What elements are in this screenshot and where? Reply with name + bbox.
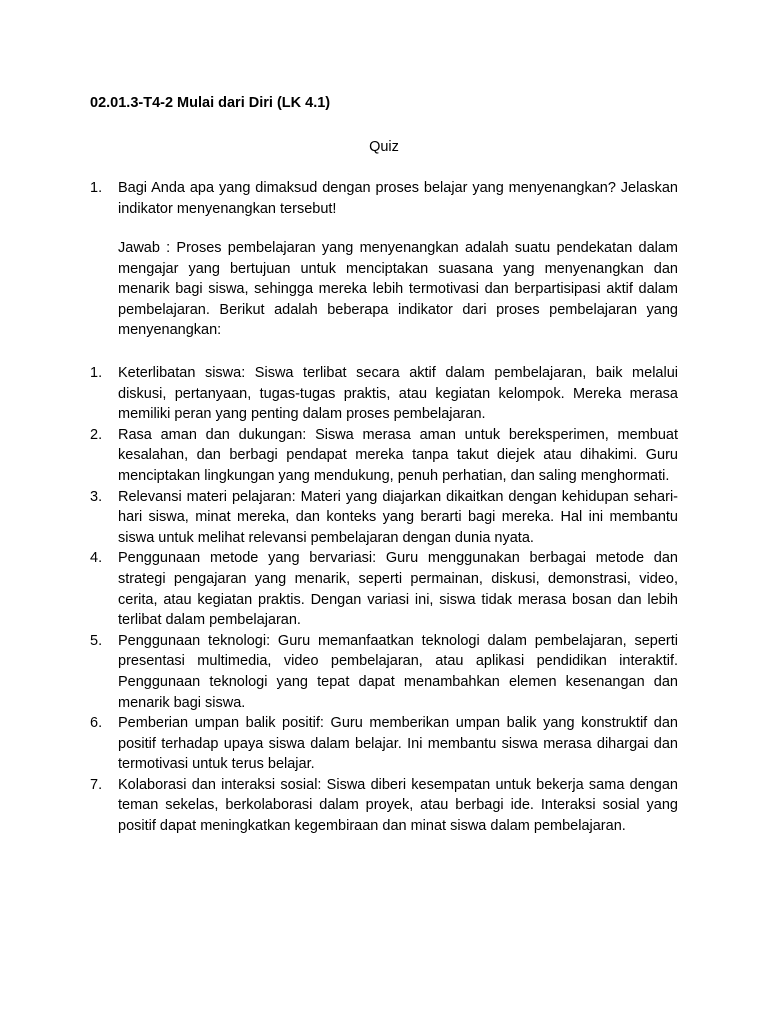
question-text: Bagi Anda apa yang dimaksud dengan proses belajar yang menyenangkan? Jelaskan indikator menyenangkan tersebut! xyxy=(118,180,678,217)
list-item-number: 7. xyxy=(90,776,103,793)
list-item xyxy=(90,548,678,630)
list-item-number: 6. xyxy=(90,715,103,732)
list-item-number: 4. xyxy=(90,550,103,567)
answer-paragraph: Jawab : Proses pembelajaran yang menyenangkan adalah suatu pendekatan dalam mengajar yang bertujuan untuk menciptakan suasana yang menyenangkan dan menarik bagi siswa, sehingga mereka lebih termotivasi dan berpartisipasi aktif dalam pembelajaran. Berikut adalah beberapa indikator dari proses pembelajaran yang menyenangkan: xyxy=(118,240,678,339)
list-item-text: Penggunaan teknologi: Guru memanfaatkan teknologi dalam pembelajaran, seperti presentasi multimedia, video pembelajaran, atau aplikasi pendidikan interaktif. Penggunaan teknologi yang tepat dapat menambahkan elemen kesenangan dan menarik bagi siswa. xyxy=(118,632,678,711)
document-title: 02.01.3-T4-2 Mulai dari Diri (LK 4.1) xyxy=(90,95,331,111)
list-item-text: Relevansi materi pelajaran: Materi yang diajarkan dikaitkan dengan kehidupan sehari-hari siswa, minat mereka, dan konteks yang berarti bagi mereka. Hal ini membantu siswa untuk melihat relevansi pembelajaran dengan dunia nyata. xyxy=(118,488,678,546)
list-item xyxy=(90,631,678,713)
list-item-number: 3. xyxy=(90,488,103,505)
list-item xyxy=(90,425,678,487)
list-item-text: Keterlibatan siswa: Siswa terlibat secara aktif dalam pembelajaran, baik melalui diskusi, pertanyaan, tugas-tugas praktis, atau kegiatan kelompok. Mereka merasa memiliki peran yang penting dalam proses pembelajaran. xyxy=(118,365,678,423)
list-item-text: Kolaborasi dan interaksi sosial: Siswa diberi kesempatan untuk bekerja sama dengan teman sekelas, berkolaborasi dalam proyek, atau berbagi ide. Interaksi sosial yang positif dapat meningkatkan kegembiraan dan minat siswa dalam pembelajaran. xyxy=(118,776,678,835)
list-item xyxy=(90,775,678,837)
list-item-text: Pemberian umpan balik positif: Guru memberikan umpan balik yang konstruktif dan positif terhadap upaya siswa dalam belajar. Ini membantu siswa merasa dihargai dan termotivasi untuk terus belajar. xyxy=(118,715,678,773)
list-item-text: Rasa aman dan dukungan: Siswa merasa aman untuk bereksperimen, membuat kesalahan, dan berbagi pendapat mereka tanpa takut diejek atau dihakimi. Guru menciptakan lingkungan yang mendukung, penuh perhatian, dan saling menghormati. xyxy=(118,426,678,484)
quiz-heading: Quiz xyxy=(369,139,399,155)
list-item-number: 1. xyxy=(90,365,103,381)
list-item-number: 2. xyxy=(90,426,103,443)
quiz-question xyxy=(90,178,678,219)
list-item xyxy=(90,363,678,425)
list-item-number: 5. xyxy=(90,632,103,649)
list-item xyxy=(90,487,678,549)
question-number: 1. xyxy=(90,180,103,196)
indicator-list xyxy=(90,363,678,837)
list-item-text: Penggunaan metode yang bervariasi: Guru menggunakan berbagai metode dan strategi pengajaran yang menarik, seperti permainan, diskusi, demonstrasi, video, cerita, atau kegiatan praktis. Dengan variasi ini, siswa tidak merasa bosan dan lebih terlibat dalam pembelajaran. xyxy=(118,550,678,629)
list-item xyxy=(90,713,678,775)
